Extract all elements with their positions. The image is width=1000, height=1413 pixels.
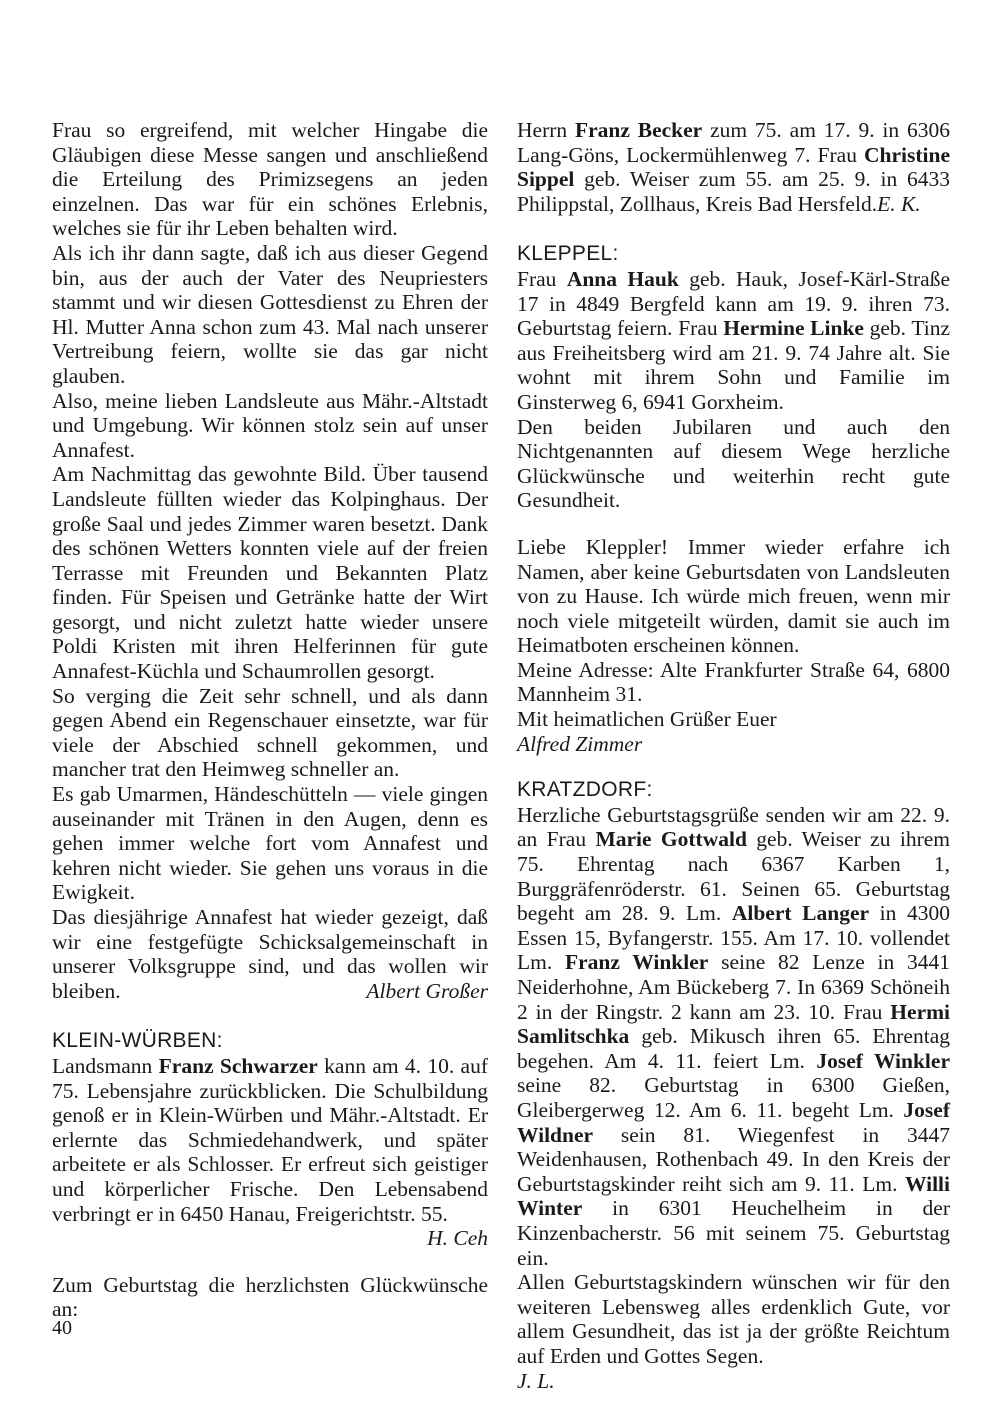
paragraph-with-signature [52, 905, 488, 1003]
person-name: Franz Schwarzer [158, 1053, 318, 1078]
paragraph: So verging die Zeit sehr schnell, und als dann gegen Abend ein Regenschauer einsetzte, war für viele der Abschied schnell gekommen, und mancher trat den Heimweg schneller an. [52, 683, 488, 782]
paragraph-kratzdorf [517, 803, 950, 1270]
paragraph-congrats: Zum Geburtstag die herzlichsten Glückwünsche an: [52, 1272, 488, 1322]
person-name: Christine Sippel [517, 142, 950, 192]
person-name: Anna Hauk [566, 266, 679, 291]
text: geb. Weiser zu ihrem 75. Ehrentag nach 6367 Karben 1, Burggräfenröderstr. 61. Seinen 65. Geburtstag begeht am 28. 9. Lm. [517, 827, 950, 926]
person-name: Hermi Samlitschka [517, 999, 950, 1049]
right-column [517, 118, 950, 1393]
text: geb. Tinz aus Freiheitsberg wird am 21. 9. 74 Jahre alt. Sie wohnt mit ihrem Sohn und Familie im Ginsterweg 6, 6941 Gorxheim. [517, 316, 950, 414]
text: zum 75. am 17. 9. in 6306 Lang-Göns, Lockermühlenweg 7. Frau [517, 118, 950, 167]
section-heading-kratzdorf: KRATZDORF: [517, 778, 653, 802]
text: geb. Mikusch ihren 65. Ehrentag begehen. Am 4. 11. feiert Lm. [517, 1024, 950, 1073]
section-heading-kleppel: KLEPPEL: [517, 242, 619, 266]
text: in 6301 Heuchelheim in der Kinzenbacherstr. 56 mit seinem 75. Geburtstag ein. [517, 1196, 950, 1270]
section-heading-klein-wuerben: KLEIN-WÜRBEN: [52, 1029, 223, 1053]
left-column [52, 118, 488, 1322]
person-name: Franz Becker [574, 118, 703, 142]
text: Herzliche Geburtstagsgrüße senden wir am 22. 9. an Frau [517, 802, 950, 852]
text: seine 82 Lenze in 3441 Neiderhohne, Am Bückeberg 7. In 6369 Schöneih 2 in der Ringstr. 2 kann am 23. 10. Frau [517, 950, 950, 1024]
paragraph-text: Das diesjährige Annafest hat wieder gezeigt, daß wir eine festgefügte Schicksalgemeinschaft in unserer Volksgruppe sind, und das wollen wir bleiben. [52, 905, 488, 1003]
text: geb. Weiser zum 55. am 25. 9. in 6433 Philippstal, Zollhaus, Kreis Bad Hersfeld. [517, 167, 950, 216]
paragraph: Den beiden Jubilaren und auch den Nichtgenannten auf diesem Wege herzliche Glückwünsche und weiterhin recht gute Gesundheit. [517, 414, 950, 513]
person-name: Albert Langer [731, 901, 870, 926]
paragraph-intro [517, 118, 950, 216]
text: sein 81. Wiegenfest in 3447 Weidenhausen, Rothenbach 49. In den Kreis der Geburtstagskinder reiht sich am 9. 11. Lm. [517, 1122, 950, 1196]
person-name: Franz Winkler [564, 950, 709, 975]
signature-albert-grosser: Albert Großer [366, 978, 488, 1003]
person-name: Josef Wildner [517, 1097, 950, 1147]
signature-h-ceh: H. Ceh [427, 1226, 488, 1251]
paragraph: Also, meine lieben Landsleute aus Mähr.-Altstadt und Umgebung. Wir können stolz sein auf unser Annafest. [52, 388, 488, 462]
text: geb. Hauk, Josef-Kärl-Straße 17 in 4849 Bergfeld kann am 19. 9. ihren 73. Geburtstag feiern. Frau [517, 266, 950, 341]
paragraph: Frau so ergreifend, mit welcher Hingabe die Gläubigen diese Messe sangen und anschließend die Erteilung des Primizsegens an jeden einzelnen. Das war für ein schönes Erlebnis, welches sie für ihr Leben behalten wird. [52, 118, 488, 241]
person-name: Josef Winkler [816, 1048, 950, 1073]
text: kann am 4. 10. auf 75. Lebensjahre zurückblicken. Die Schulbildung genoß er in Klein-Würben und Mähr.-Altstadt. Er erlernte das Schmiedehandwerk, und später arbeitete er als Schlosser. Er erfreut sich geistiger und körperlicher Frische. Den Lebensabend verbringt er in 6450 Hanau, Freigerichtstr. 55. [52, 1053, 489, 1226]
page-number: 40 [52, 1317, 72, 1339]
paragraph-address: Meine Adresse: Alte Frankfurter Straße 64, 6800 Mannheim 31. [517, 657, 950, 707]
signature-j-l: J. L. [517, 1368, 555, 1393]
paragraph: Es gab Umarmen, Händeschütteln — viele gingen auseinander mit Tränen in den Augen, denn es gehen immer welche fort vom Annafest und kehren nicht wieder. Sie gehen uns voraus in die Ewigkeit. [52, 782, 488, 905]
text: Herrn [517, 118, 575, 142]
text: Landsmann [52, 1053, 159, 1078]
person-name: Marie Gottwald [595, 827, 747, 852]
text: Frau [517, 266, 567, 291]
paragraph-letter: Liebe Kleppler! Immer wieder erfahre ich Namen, aber keine Geburtsdaten von Landsleuten von zu Hause. Ich würde mich freuen, wenn mir noch viele mitgeteilt würden, damit sie auch im Heimatboten erscheinen können. [517, 534, 950, 658]
text: seine 82. Geburtstag in 6300 Gießen, Gleibergerweg 12. Am 6. 11. begeht Lm. [517, 1073, 950, 1122]
signature-e-k: E. K. [877, 191, 921, 216]
paragraph-klein-wuerben [52, 1054, 488, 1251]
paragraph-kleppel [517, 267, 950, 415]
person-name: Hermine Linke [723, 316, 864, 341]
paragraph: Allen Geburtstagskindern wünschen wir für den weiteren Lebensweg alles erdenklich Gute, vor allem Gesundheit, das ist ja der größte Reichtum auf Erden und Gottes Segen. [517, 1270, 950, 1368]
person-name: Willi Winter [517, 1171, 950, 1221]
paragraph-closing: Mit heimatlichen Grüßer Euer [517, 707, 777, 732]
signature-alfred-zimmer: Alfred Zimmer [517, 731, 643, 756]
text: in 4300 Essen 15, Byfangerstr. 155. Am 17. 10. vollendet Lm. [517, 901, 950, 975]
paragraph: Am Nachmittag das gewohnte Bild. Über tausend Landsleute füllten wieder das Kolpinghaus. Der große Saal und jedes Zimmer waren besetzt. Dank des schönen Wetters konnten viele auf der freien Terrasse mit Freunden und Bekannten Platz finden. Für Speisen und Getränke hatte der Wirt gesorgt, und nicht zuletzt hatte wieder unsere Poldi Kristen mit ihren Helferinnen für gute Annafest-Küchla und Schaumrollen gesorgt. [52, 462, 488, 684]
paragraph: Als ich ihr dann sagte, daß ich aus dieser Gegend bin, aus der auch der Vater des Neupriesters stammt und wir diesen Gottesdienst zu Ehren der Hl. Mutter Anna schon zum 43. Mal nach unserer Vertreibung feiern, wollte sie das gar nicht glauben. [52, 240, 488, 388]
